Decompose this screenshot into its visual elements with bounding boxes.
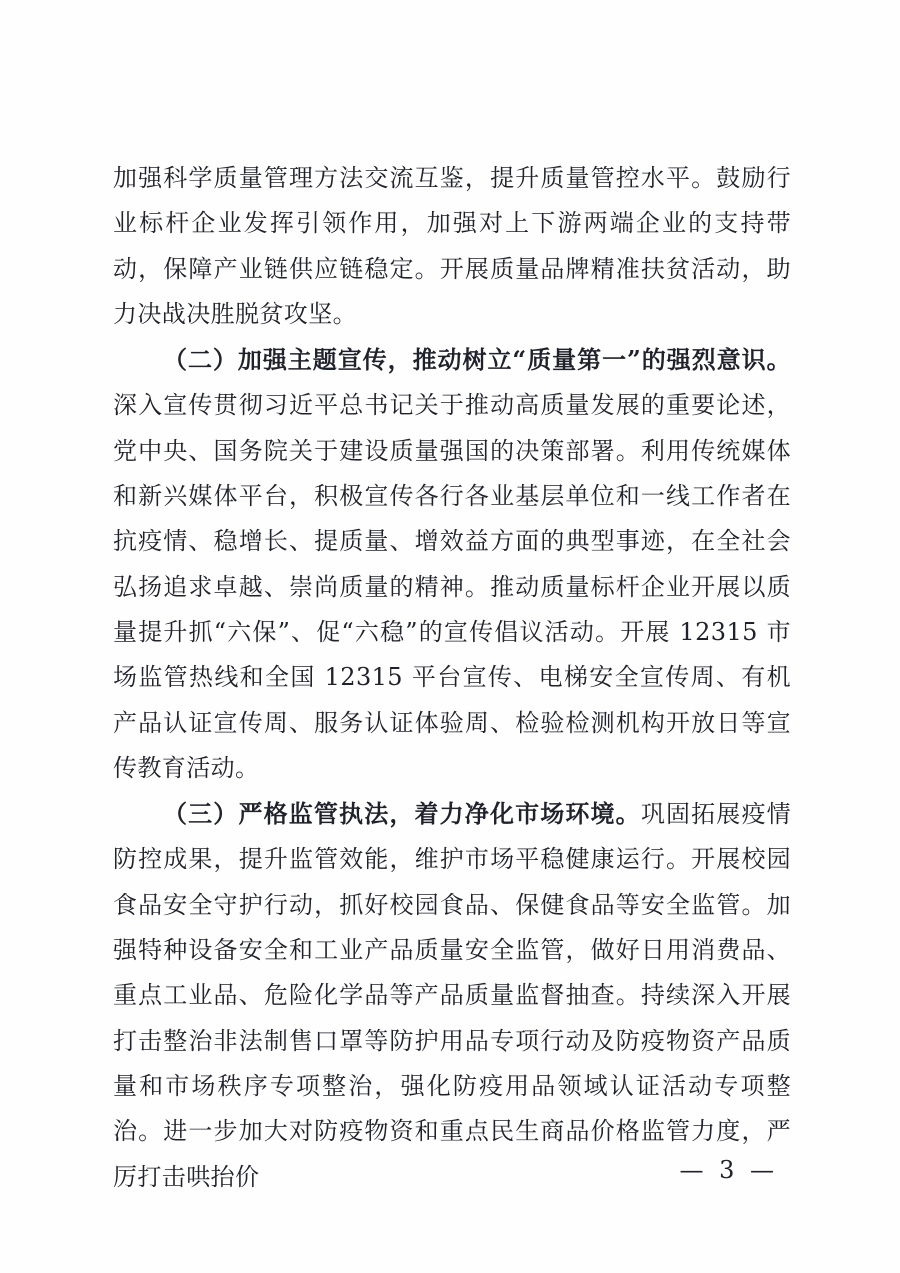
paragraph-text: 加强科学质量管理方法交流互鉴，提升质量管控水平。鼓励行业标杆企业发挥引领作用，加强对上下游两端企业的支持带动，保障产业链供应链稳定。开展质量品牌精准扶贫活动，助力决战决胜脱贫攻坚。 — [113, 164, 791, 328]
paragraph-section-3 — [113, 791, 791, 1200]
section-2-heading: （二）加强主题宣传，推动树立“质量第一”的强烈意识。 — [163, 345, 791, 375]
page-number: — 3 — — [679, 1156, 778, 1184]
paragraph-continuation — [113, 155, 791, 337]
section-3-heading: （三）严格监管执法，着力净化市场环境。 — [163, 799, 641, 829]
section-2-text: 深入宣传贯彻习近平总书记关于推动高质量发展的重要论述，党中央、国务院关于建设质量强国的决策部署。利用传统媒体和新兴媒体平台，积极宣传各行各业基层单位和一线工作者在抗疫情、稳增长、提质量、增效益方面的典型事迹，在全社会弘扬追求卓越、崇尚质量的精神。推动质量标杆企业开展以质量提升抓“六保”、促“六稳”的宣传倡议活动。开展 12315 市场监管热线和全国 12315 平台宣传、电梯安全宣传周、有机产品认证宣传周、服务认证体验周、检验检测机构开放日等宣传教育活动。 — [113, 391, 791, 782]
paragraph-section-2 — [113, 337, 791, 791]
document-body — [113, 155, 791, 1200]
section-3-text: 巩固拓展疫情防控成果，提升监管效能，维护市场平稳健康运行。开展校园食品安全守护行动，抓好校园食品、保健食品等安全监管。加强特种设备安全和工业产品质量安全监管，做好日用消费品、重点工业品、危险化学品等产品质量监督抽查。持续深入开展打击整治非法制售口罩等防护用品专项行动及防疫物资产品质量和市场秩序专项整治，强化防疫用品领域认证活动专项整治。进一步加大对防疫物资和重点民生商品价格监管力度，严厉打击哄抬价 — [113, 800, 791, 1191]
